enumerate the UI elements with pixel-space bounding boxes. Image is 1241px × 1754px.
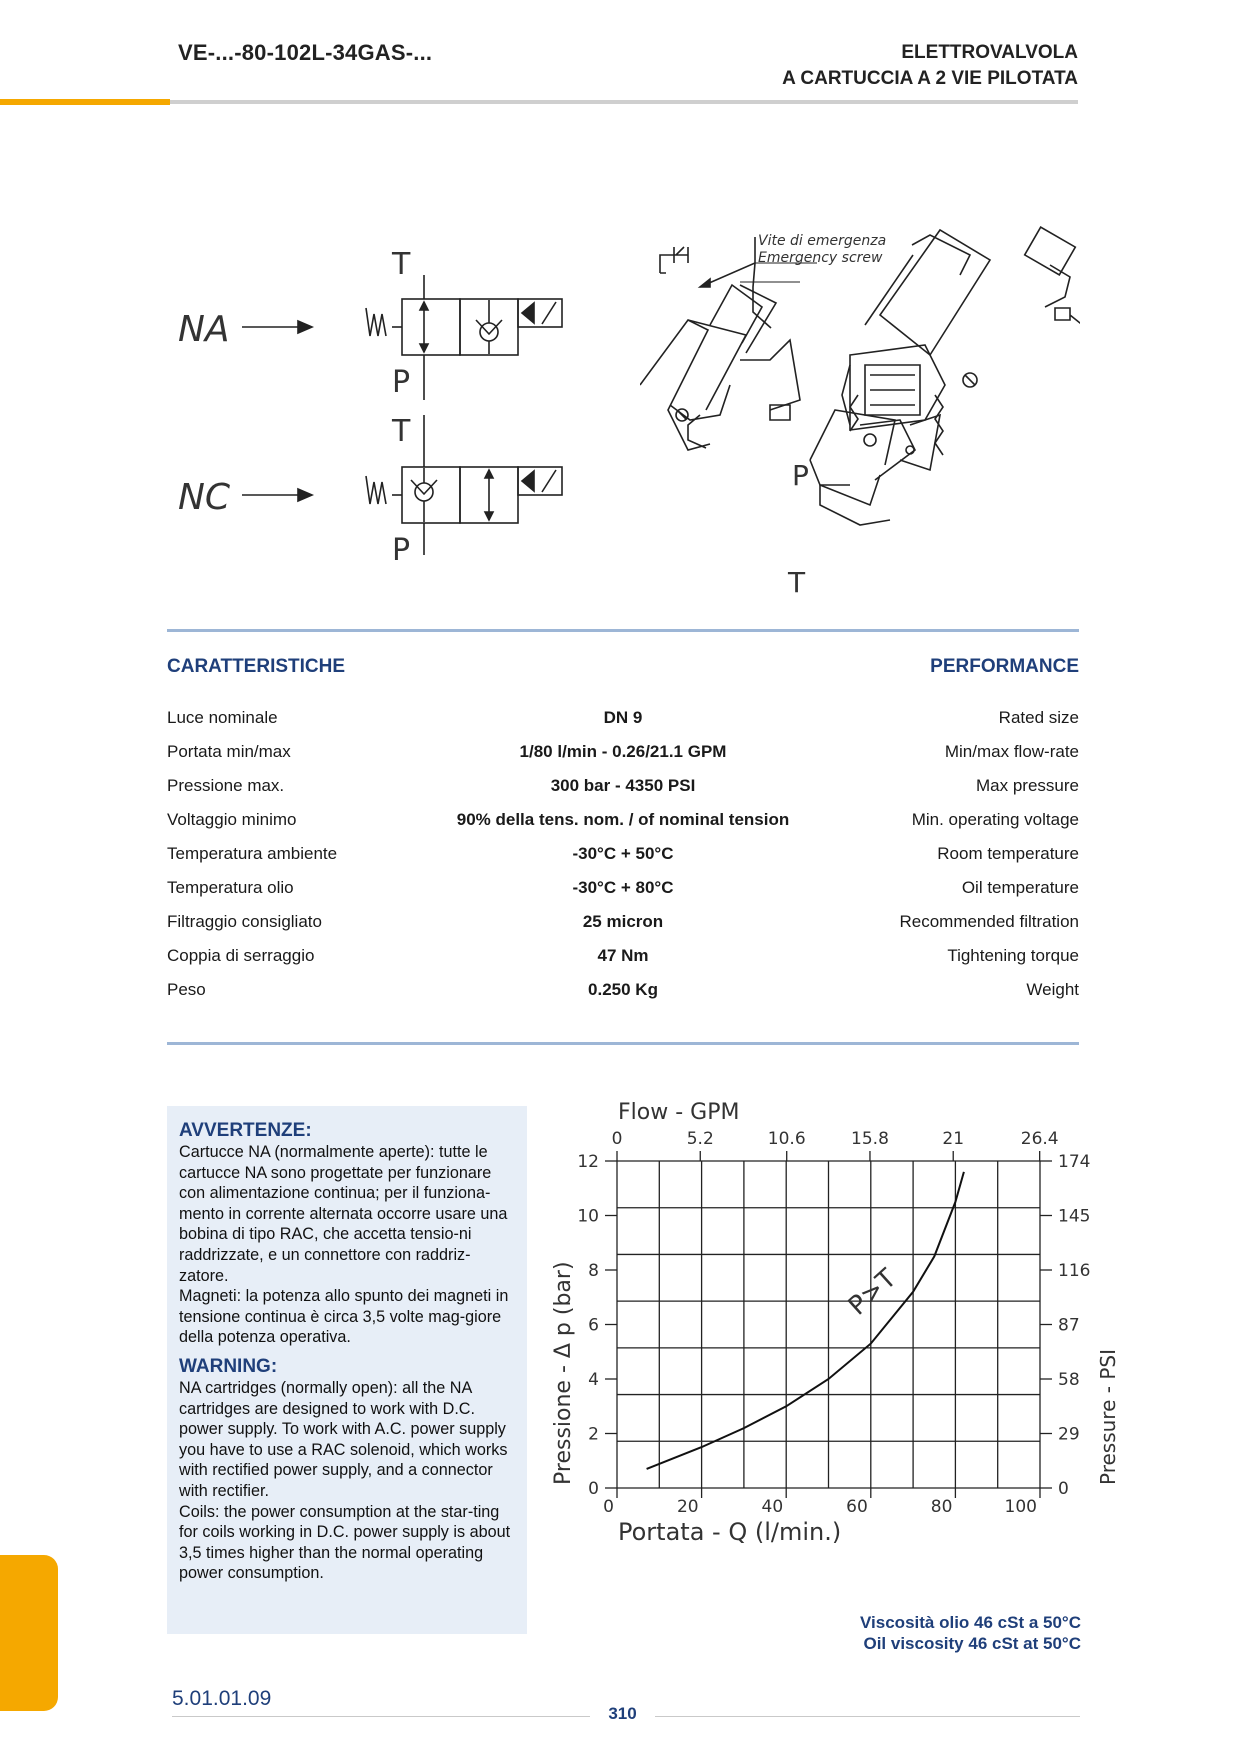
- chart-x-axis-title: Portata - Q (l/min.): [618, 1518, 842, 1546]
- spec-value: 1/80 l/min - 0.26/21.1 GPM: [519, 742, 727, 761]
- spec-value: 0.250 Kg: [588, 980, 658, 999]
- nc-label: NC: [178, 477, 231, 518]
- spec-row: [167, 946, 1079, 980]
- spec-value: -30°C + 50°C: [572, 844, 674, 863]
- warning-title-en: WARNING:: [179, 1355, 278, 1377]
- footer-divider: [655, 1716, 1080, 1717]
- y2-tick-label: 145: [1058, 1206, 1091, 1227]
- port-p-label: P: [792, 459, 809, 492]
- footer-divider: [172, 1716, 590, 1717]
- spec-label-en: Recommended filtration: [899, 912, 1079, 931]
- x-tick-label: 100: [1004, 1497, 1037, 1517]
- x2-tick-label: 10.6: [767, 1129, 806, 1149]
- chart-y-axis-title: Pressione - Δ p (bar): [551, 1261, 576, 1485]
- spec-value: 90% della tens. nom. / of nominal tension: [456, 810, 790, 829]
- spec-value: DN 9: [603, 708, 643, 727]
- spec-label-en: Weight: [1026, 980, 1079, 999]
- spec-value: 47 Nm: [597, 946, 649, 965]
- header-accent-bar: [0, 99, 170, 105]
- series-line-p-t: [647, 1172, 964, 1469]
- spec-label-en: Rated size: [998, 708, 1079, 727]
- spec-label-it: Peso: [167, 980, 206, 999]
- y-tick-label: 2: [588, 1424, 599, 1445]
- specs-title-en: PERFORMANCE: [930, 656, 1079, 677]
- pressure-flow-chart: [540, 1095, 1120, 1565]
- spec-row: [167, 844, 1079, 878]
- y-tick-label: 4: [588, 1370, 599, 1390]
- title-line-1: ELETTROVALVOLA: [901, 42, 1078, 63]
- y-tick-label: 0: [588, 1479, 599, 1499]
- spec-label-it: Pressione max.: [167, 776, 285, 795]
- spec-label-en: Min. operating voltage: [911, 810, 1079, 829]
- spec-row: [167, 912, 1079, 946]
- spec-label-it: Luce nominale: [167, 708, 278, 727]
- screw-label-it: Vite di emergenza: [758, 233, 887, 249]
- series-label: P>T: [842, 1263, 903, 1322]
- na-label: NA: [178, 309, 230, 350]
- header-divider: [170, 100, 1078, 104]
- y2-tick-label: 0: [1058, 1479, 1069, 1499]
- x2-tick-label: 15.8: [851, 1129, 889, 1149]
- chart-right-axis-title: Pressure - PSI: [1096, 1349, 1120, 1485]
- y2-tick-label: 58: [1058, 1370, 1080, 1390]
- page-title: [782, 40, 1078, 92]
- viscosity-it: Viscosità olio 46 cSt a 50°C: [860, 1613, 1081, 1632]
- x-tick-label: 60: [846, 1497, 868, 1517]
- x2-tick-label: 21: [942, 1129, 965, 1149]
- x2-tick-label: 26.4: [1020, 1129, 1059, 1149]
- port-p-label: P: [392, 365, 411, 400]
- spec-row: [167, 708, 1079, 742]
- spec-value: -30°C + 80°C: [572, 878, 674, 897]
- viscosity-en: Oil viscosity 46 cSt at 50°C: [863, 1634, 1081, 1653]
- spec-label-en: Oil temperature: [961, 878, 1079, 897]
- page-number: 310: [608, 1704, 637, 1723]
- y2-tick-label: 116: [1058, 1261, 1091, 1281]
- spec-label-it: Filtraggio consigliato: [167, 912, 322, 931]
- x-tick-label: 80: [930, 1497, 953, 1517]
- warning-text-it: Cartucce NA (normalmente aperte): tutte le cartucce NA sono progettate per funzionare con alimentazione continua; per il funziona-mento in corrente alternata occorre usare una bobina di tipo RAC, che accetta tensio-ni raddrizzate, e un connettore con raddriz-zatore.: [179, 1143, 508, 1285]
- spec-label-en: Min/max flow-rate: [944, 742, 1079, 761]
- spec-label-it: Temperatura ambiente: [167, 844, 338, 863]
- port-p-label: P: [392, 533, 411, 568]
- spec-value: 300 bar - 4350 PSI: [550, 776, 696, 795]
- spec-label-en: Room temperature: [937, 844, 1079, 863]
- warning-text-en: NA cartridges (normally open): all the NA cartridges are designed to work with D.C. power supply. To work with A.C. power supply you have to use a RAC solenoid, which works with rectified power supply, and a connector with rectifier.: [179, 1378, 508, 1500]
- y2-tick-label: 29: [1058, 1424, 1080, 1445]
- spec-label-en: Tightening torque: [947, 946, 1079, 965]
- y-tick-label: 6: [588, 1315, 599, 1336]
- spec-value: 25 micron: [582, 912, 664, 931]
- x-tick-label: 0: [603, 1497, 614, 1517]
- y2-tick-label: 174: [1058, 1152, 1091, 1172]
- section-divider: [167, 629, 1079, 632]
- x2-tick-label: 5.2: [686, 1129, 714, 1149]
- warning-text-en: Coils: the power consumption at the star-ting for coils working in D.C. power supply is about 3,5 times higher than the normal operating power consumption.: [179, 1502, 511, 1583]
- section-divider: [167, 1042, 1079, 1045]
- spec-label-it: Voltaggio minimo: [167, 810, 297, 829]
- y-tick-label: 12: [577, 1152, 599, 1172]
- valve-drawing: [640, 225, 1080, 605]
- section-tab: [0, 1555, 58, 1711]
- hydraulic-symbols: [170, 240, 590, 580]
- product-code: VE-...-80-102L-34GAS-...: [178, 40, 433, 65]
- chart-top-axis-title: Flow - GPM: [618, 1100, 740, 1125]
- y-tick-label: 8: [588, 1261, 599, 1281]
- screw-label-en: Emergency screw: [758, 250, 883, 266]
- warning-title-it: AVVERTENZE:: [179, 1120, 312, 1141]
- spec-row: [167, 878, 1079, 912]
- spec-row: [167, 742, 1079, 776]
- x-tick-label: 20: [676, 1497, 699, 1517]
- viscosity-note: [860, 1612, 1081, 1654]
- y-tick-label: 10: [577, 1206, 599, 1227]
- spec-label-it: Coppia di serraggio: [167, 946, 315, 965]
- spec-row: [167, 810, 1079, 844]
- warning-text-it: Magneti: la potenza allo spunto dei magneti in tensione continua è circa 3,5 volte mag-giore della potenza operativa.: [179, 1287, 509, 1347]
- port-t-label: T: [788, 566, 806, 599]
- spec-label-en: Max pressure: [976, 776, 1079, 795]
- title-line-2: A CARTUCCIA A 2 VIE PILOTATA: [782, 68, 1078, 89]
- spec-row: [167, 980, 1079, 1014]
- x-tick-label: 40: [761, 1497, 784, 1517]
- spec-row: [167, 776, 1079, 810]
- warning-box: [167, 1106, 527, 1634]
- x2-tick-label: 0: [611, 1129, 623, 1149]
- spec-label-it: Temperatura olio: [167, 878, 294, 897]
- document-code: 5.01.01.09: [172, 1687, 272, 1710]
- port-t-label: T: [392, 414, 411, 449]
- port-t-label: T: [392, 247, 411, 282]
- y2-tick-label: 87: [1058, 1315, 1080, 1336]
- spec-label-it: Portata min/max: [167, 742, 291, 761]
- specs-title-it: CARATTERISTICHE: [167, 656, 346, 677]
